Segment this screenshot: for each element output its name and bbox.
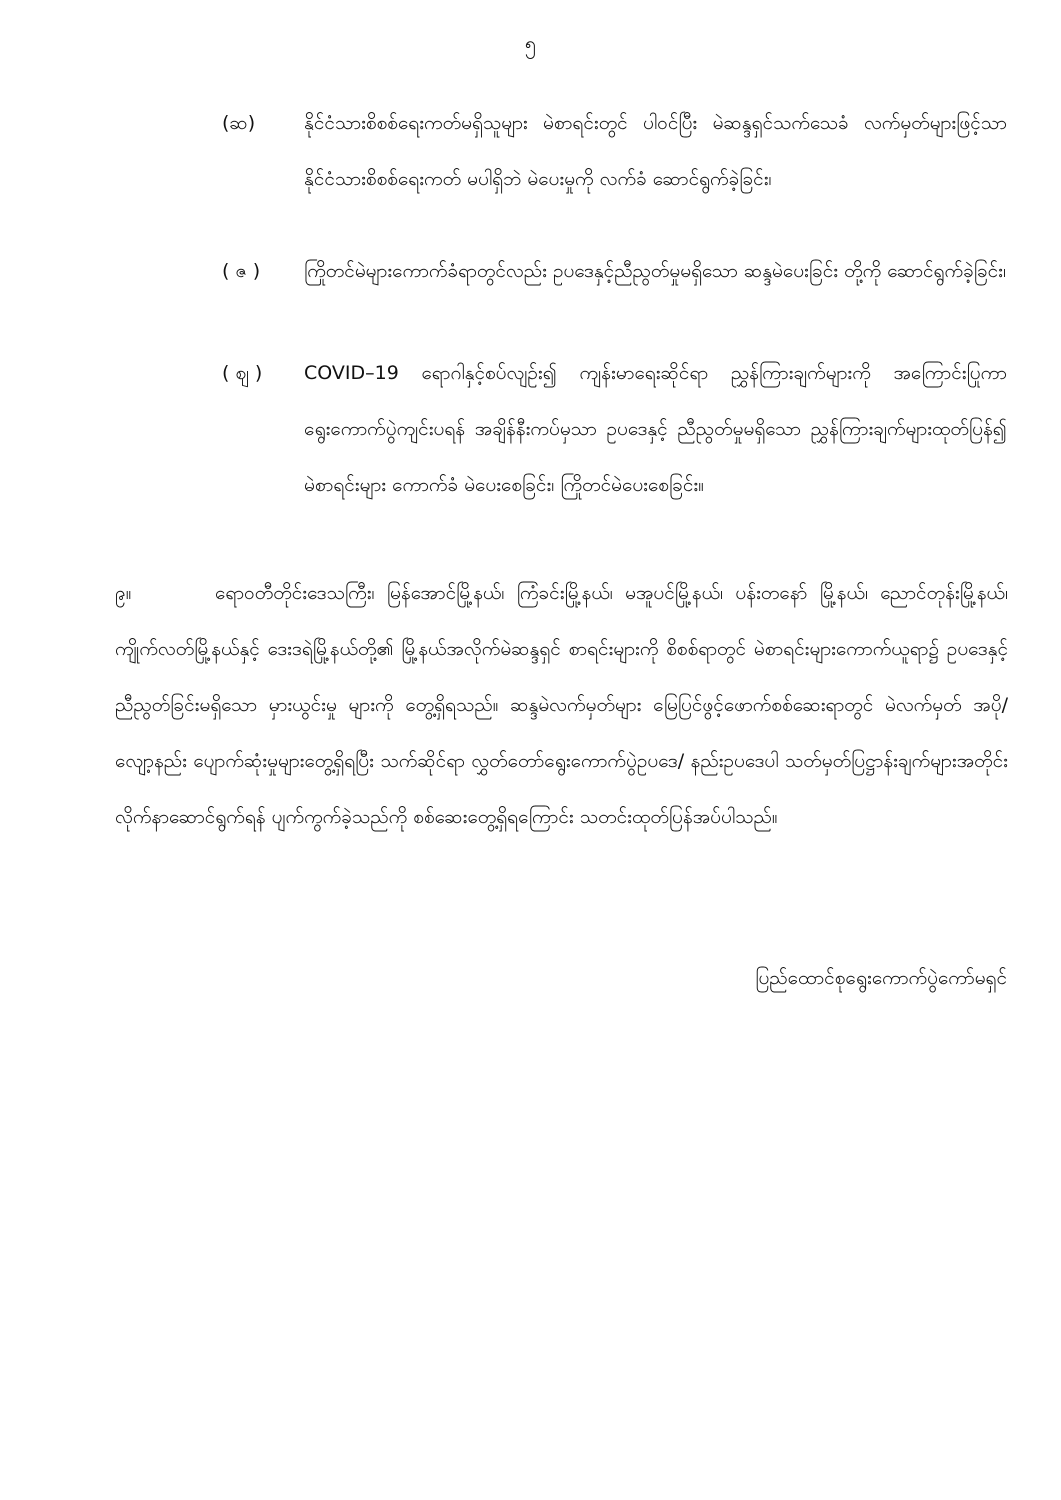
- list-item: [222, 243, 1007, 299]
- page-number: ၅: [524, 31, 537, 55]
- paragraph-text: ရောဝတီတိုင်းဒေသကြီး၊ မြန်အောင်မြို့နယ်၊ ကြံခင်းမြို့နယ်၊ မအူပင်မြို့နယ်၊ ပန်းတနော် မြို့နယ်၊ ညောင်တုန်းမြို့နယ်၊ ကျိုက်လတ်မြို့နယ်နှင့် ဒေးဒရဲမြို့နယ်တို့၏ မြို့နယ်အလိုက်မဲဆန္ဒရှင် စာရင်းများကို စိစစ်ရာတွင် မဲစာရင်းများကောက်ယူရာ၌ ဥပဒေနှင့်ညီညွတ်ခြင်းမရှိသော မှားယွင်းမှု များကို တွေ့ရှိရသည်။ ဆန္ဒမဲလက်မှတ်များ မြေပြင်ဖွင့်ဖောက်စစ်ဆေးရာတွင် မဲလက်မှတ် အပို/ လျော့နည်း ပျောက်ဆုံးမှုများတွေ့ရှိရပြီး သက်ဆိုင်ရာ လွှတ်တော်ရွေးကောက်ပွဲဥပဒေ/ နည်းဥပဒေပါ သတ်မှတ်ပြဋ္ဌာန်းချက်များအတိုင်း လိုက်နာဆောင်ရွက်ရန် ပျက်ကွက်ခဲ့သည်ကို စစ်ဆေးတွေ့ရှိရကြောင်း သတင်းထုတ်ပြန်အပ်ပါသည်။: [115, 582, 1008, 828]
- paragraph-9: [115, 565, 1008, 845]
- item-text: ကြိုတင်မဲများကောက်ခံရာတွင်လည်း ဥပဒေနှင့်ညီညွတ်မှုမရှိသော ဆန္ဒမဲပေးခြင်း တို့ကို ဆောင်ရွက်ခဲ့ခြင်း၊: [304, 260, 1006, 282]
- list-item: [222, 95, 1007, 207]
- paragraph-number: ၉။: [115, 582, 132, 604]
- item-label: ( ဈ ): [222, 362, 263, 384]
- item-label: ( ဇ ): [222, 260, 261, 282]
- signature: ပြည်ထောင်စုရွေးကောက်ပွဲကော်မရှင်: [755, 967, 1007, 989]
- item-text: နိုင်ငံသားစိစစ်ရေးကတ်မရှိသူများ မဲစာရင်းတွင် ပါဝင်ပြီး မဲဆန္ဒရှင်သက်သေခံ လက်မှတ်များဖြင့်သာ နိုင်ငံသားစိစစ်ရေးကတ် မပါရှိဘဲ မဲပေးမှုကို လက်ခံ ဆောင်ရွက်ခဲ့ခြင်း၊: [304, 112, 1007, 190]
- list-item: [222, 345, 1007, 513]
- item-text: COVID–19 ရောဂါနှင့်စပ်လျဉ်း၍ ကျန်းမာရေးဆိုင်ရာ ညွှန်ကြားချက်များကို အကြောင်းပြုကာ ရွေးကောက်ပွဲကျင်းပရန် အချိန်နီးကပ်မှသာ ဥပဒေနှင့် ညီညွတ်မှုမရှိသော ညွှန်ကြားချက်များထုတ်ပြန်၍ မဲစာရင်းများ ကောက်ခံ မဲပေးစေခြင်း၊ ကြိုတင်မဲပေးစေခြင်း။: [304, 362, 1007, 496]
- item-label: (ဆ): [222, 112, 256, 134]
